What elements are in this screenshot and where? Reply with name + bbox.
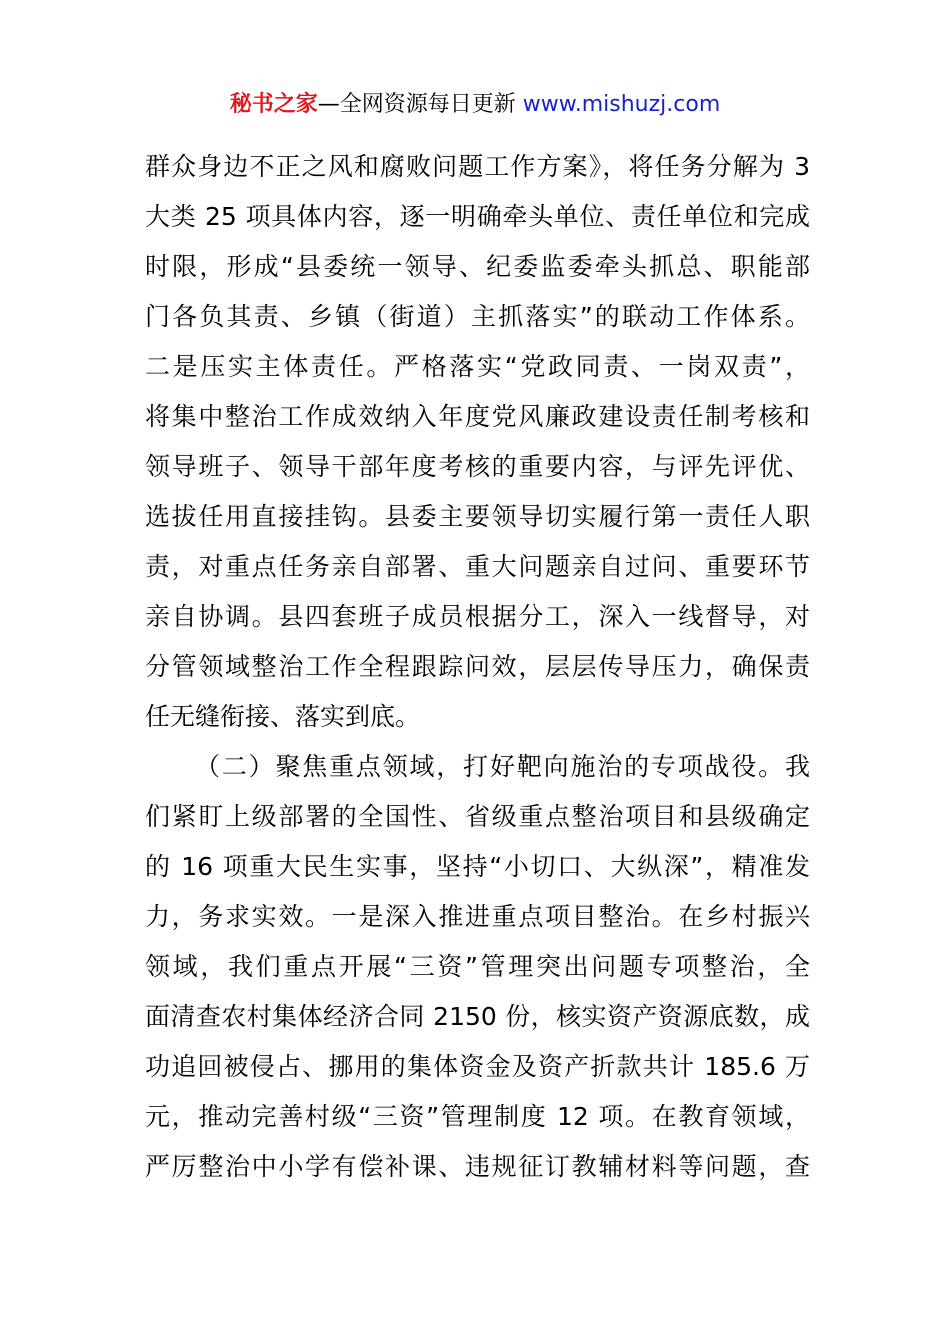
text-line: 力，务求实效。一是深入推进重点项目整治。在乡村振兴 [145,902,810,931]
text-line: 元，推动完善村级“三资”管理制度 12 项。在教育领域， [145,1102,810,1131]
text-line: 时限，形成“县委统一领导、纪委监委牵头抓总、职能部 [145,252,810,281]
text-line: 大类 25 项具体内容，逐一明确牵头单位、责任单位和完成 [145,202,810,231]
header-tagline: —全网资源每日更新 [317,92,523,117]
text-line: 亲自协调。县四套班子成员根据分工，深入一线督导，对 [145,602,810,631]
text-line: 二是压实主体责任。严格落实“党政同责、一岗双责”， [145,352,810,381]
website-link[interactable]: www.mishuzj.com [522,92,721,117]
brand-name: 秘书之家 [229,92,318,117]
section-heading-line: （二）聚焦重点领域，打好靶向施治的专项战役。我 [195,752,810,781]
text-line: 面清查农村集体经济合同 2150 份，核实资产资源底数，成 [145,1002,810,1031]
text-line: 领导班子、领导干部年度考核的重要内容，与评先评优、 [145,452,810,481]
text-line: 门各负其责、乡镇（街道）主抓落实”的联动工作体系。 [145,302,810,331]
page-header [0,88,950,122]
text-line: 任无缝衔接、落实到底。 [145,702,421,731]
text-line: 严厉整治中小学有偿补课、违规征订教辅材料等问题，查 [145,1152,810,1181]
text-line: 领域，我们重点开展“三资”管理突出问题专项整治，全 [145,952,810,981]
document-body [145,145,810,1195]
text-line: 选拔任用直接挂钩。县委主要领导切实履行第一责任人职 [145,502,810,531]
text-line: 们紧盯上级部署的全国性、省级重点整治项目和县级确定 [145,802,810,831]
text-line: 分管领域整治工作全程跟踪问效，层层传导压力，确保责 [145,652,810,681]
text-line: 的 16 项重大民生实事，坚持“小切口、大纵深”，精准发 [145,852,810,881]
text-line: 功追回被侵占、挪用的集体资金及资产折款共计 185.6 万 [145,1052,810,1081]
text-line: 群众身边不正之风和腐败问题工作方案》，将任务分解为 3 [145,152,810,181]
text-line: 将集中整治工作成效纳入年度党风廉政建设责任制考核和 [145,402,810,431]
text-line: 责，对重点任务亲自部署、重大问题亲自过问、重要环节 [145,552,810,581]
